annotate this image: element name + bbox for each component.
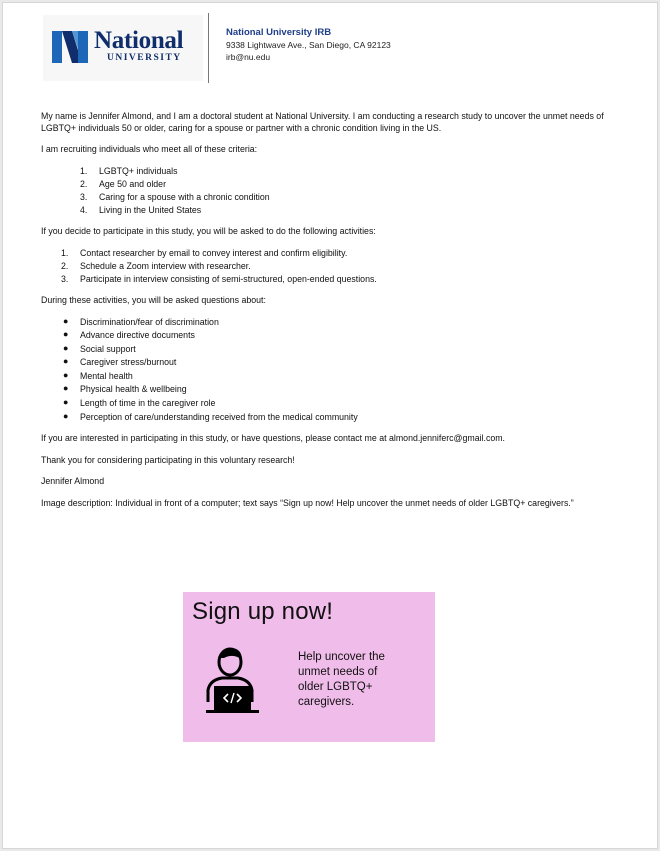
activities-lead: If you decide to participate in this study, you will be asked to do the following activities: xyxy=(41,226,376,236)
header-divider xyxy=(208,13,209,83)
irb-contact-block xyxy=(226,27,391,63)
list-item: 3. Caring for a spouse with a chronic condition xyxy=(80,191,270,202)
flyer-line: unmet needs of xyxy=(298,666,378,678)
questions-list xyxy=(41,317,611,424)
list-item: 1. Contact researcher by email to convey interest and confirm eligibility. xyxy=(61,247,348,258)
activities-list xyxy=(41,248,611,286)
list-item: 3. Participate in interview consisting of semi-structured, open-ended questions. xyxy=(61,273,377,284)
irb-email: irb@nu.edu xyxy=(226,52,271,62)
person-at-laptop-icon xyxy=(204,644,261,714)
criteria-lead: I am recruiting individuals who meet all of these criteria: xyxy=(41,144,258,154)
logo-subtitle: UNIVERSITY xyxy=(107,53,182,63)
flyer-headline: Sign up now! xyxy=(192,598,334,625)
list-item: ● Discrimination/fear of discrimination xyxy=(63,315,219,327)
logo-wordmark: National xyxy=(94,27,184,54)
irb-address: 9338 Lightwave Ave., San Diego, CA 92123 xyxy=(226,40,391,50)
signup-flyer-image xyxy=(183,592,435,742)
intro-paragraph: My name is Jennifer Almond, and I am a doctoral student at National University. I am conducting a research study to uncover the unmet needs of LGBTQ+ individuals 50 or older, caring for a spouse or partner with a chronic condition living in the US. xyxy=(41,111,604,133)
letter-body xyxy=(41,111,611,519)
list-item: ● Caregiver stress/burnout xyxy=(63,356,177,368)
list-item: ● Length of time in the caregiver role xyxy=(63,397,216,409)
thanks-paragraph: Thank you for considering participating in this voluntary research! xyxy=(41,454,295,465)
list-item: 1. LGBTQ+ individuals xyxy=(80,165,178,176)
criteria-list xyxy=(41,166,611,217)
list-item: 4. Living in the United States xyxy=(80,204,202,215)
document-page xyxy=(2,2,658,849)
list-item: ● Advance directive documents xyxy=(63,329,195,341)
list-item: ● Perception of care/understanding received from the medical community xyxy=(63,410,358,422)
flyer-line: older LGBTQ+ xyxy=(298,681,373,693)
list-item: ● Mental health xyxy=(63,369,133,381)
list-item: ● Social support xyxy=(63,342,136,354)
flyer-line: caregivers. xyxy=(298,696,355,708)
image-description: Image description: Individual in front of a computer; text says “Sign up now! Help uncover the unmet needs of older LGBTQ+ caregivers.” xyxy=(41,497,574,508)
list-item: 2. Schedule a Zoom interview with researcher. xyxy=(61,260,251,271)
national-university-logo xyxy=(43,15,203,81)
flyer-message xyxy=(298,650,418,710)
nu-logo-mark-icon xyxy=(50,27,92,67)
list-item: ● Physical health & wellbeing xyxy=(63,383,187,395)
signature: Jennifer Almond xyxy=(41,476,105,487)
irb-name: National University IRB xyxy=(226,27,332,38)
contact-paragraph: If you are interested in participating in this study, or have questions, please contact me at almond.jenniferc@gmail.com. xyxy=(41,433,506,444)
questions-lead: During these activities, you will be asked questions about: xyxy=(41,295,266,305)
list-item: 2. Age 50 and older xyxy=(80,178,167,189)
flyer-line: Help uncover the xyxy=(298,651,385,663)
